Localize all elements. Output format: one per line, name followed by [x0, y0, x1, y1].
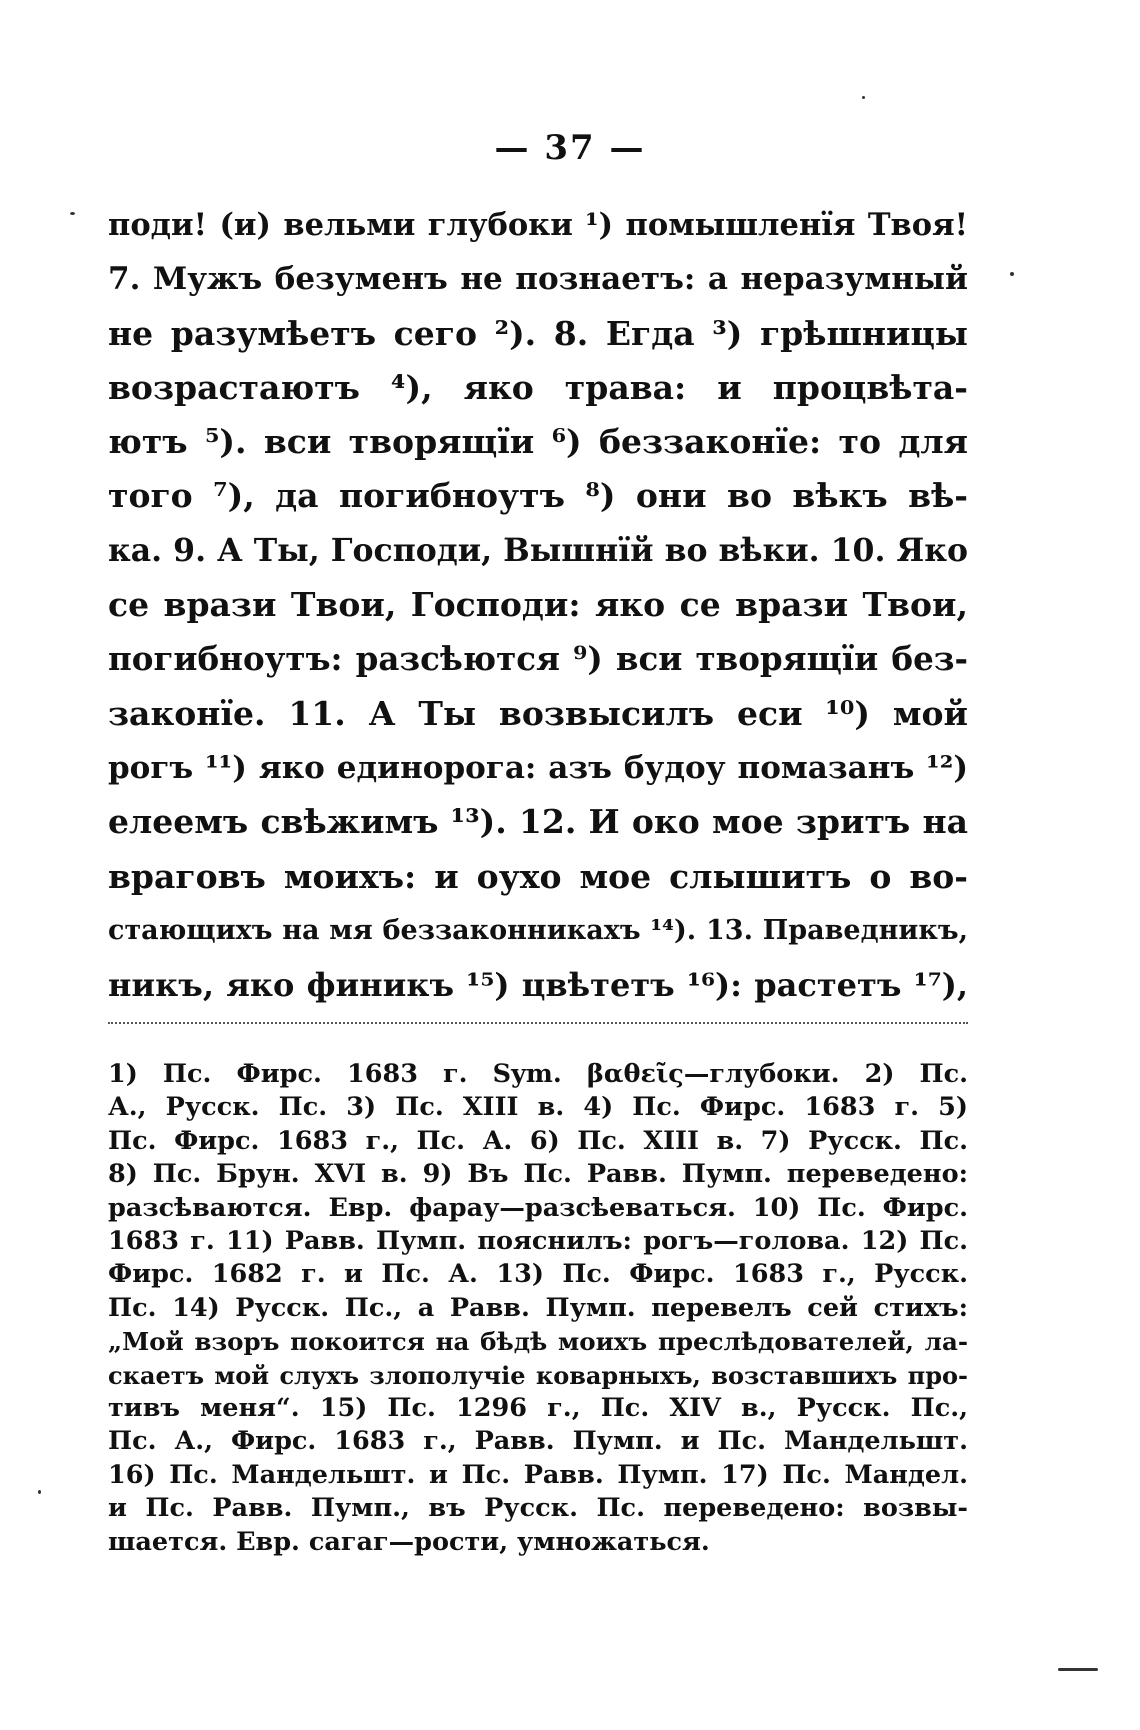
text-line: законїе. 11. А Ты возвысилъ еси ¹⁰) мой: [108, 693, 968, 733]
footnote-line: шается. Евр. сагаг—рости, умножаться.: [108, 1526, 710, 1557]
text-line: се врази Твои, Господи: яко се врази Твои,: [108, 585, 968, 625]
text-line: враговъ моихъ: и оухо мое слышитъ о во-: [108, 856, 968, 896]
text-line: стающихъ на мя беззаконникахъ ¹⁴). 13. Праведникъ,: [108, 914, 968, 946]
text-line: елеемъ свѣжимъ ¹³). 12. И око мое зритъ на: [108, 802, 968, 842]
footnote-line: и Пс. Равв. Пумп., въ Русск. Пс. переведено: возвы-: [108, 1493, 968, 1524]
text-line: поди! (и) вельми глубоки ¹) помышленїя Твоя!: [108, 207, 968, 243]
text-line: погибноутъ: разсѣются ⁹) вси творящїи без-: [108, 639, 968, 679]
footnote-line: Пс. А., Фирс. 1683 г., Равв. Пумп. и Пс. Мандельшт.: [108, 1426, 968, 1457]
footnote-line: разсѣваются. Евр. фарау—разсѣеваться. 10) Пс. Фирс.: [108, 1192, 968, 1223]
text-line: не разумѣетъ сего ²). 8. Егда ³) грѣшницы: [108, 313, 968, 353]
footnote-separator: [108, 1022, 968, 1024]
text-line: ютъ ⁵). вси творящїи ⁶) беззаконїе: то для: [108, 422, 968, 462]
psalm-text: [108, 198, 968, 1012]
footnote-line: „Мой взоръ покоится на бѣдѣ моихъ преслѣдователей, ла-: [108, 1327, 968, 1357]
text-line: того ⁷), да погибноутъ ⁸) они во вѣкъ вѣ-: [108, 476, 968, 516]
scan-speck: [1010, 272, 1014, 276]
footnote-line: 8) Пс. Брун. XVI в. 9) Въ Пс. Равв. Пумп. переведено:: [108, 1159, 968, 1190]
footnote-line: Пс. 14) Русск. Пс., а Равв. Пумп. перевелъ сей стихъ:: [108, 1292, 968, 1323]
text-line: возрастаютъ ⁴), яко трава: и процвѣта-: [108, 367, 968, 407]
footnote-line: 1683 г. 11) Равв. Пумп. пояснилъ: рогъ—голова. 12) Пс.: [108, 1226, 968, 1257]
footnote-line: 16) Пс. Мандельшт. и Пс. Равв. Пумп. 17) Пс. Мандел.: [108, 1459, 968, 1490]
scan-speck: [70, 212, 75, 215]
footnote-line: 1) Пс. Фирс. 1683 г. Sym. βαθεῖς—глубоки. 2) Пс.: [108, 1059, 968, 1089]
scan-speck: [862, 96, 865, 99]
scan-speck: [1058, 1668, 1098, 1671]
footnote-line: Пс. Фирс. 1683 г., Пс. А. 6) Пс. XIII в. 7) Русск. Пс.: [108, 1125, 968, 1156]
footnote-line: тивъ меня“. 15) Пс. 1296 г., Пс. XIV в., Русск. Пс.,: [108, 1393, 968, 1424]
page-number: — 37 —: [494, 128, 646, 168]
footnote-line: скаетъ мой слухъ злополучіе коварныхъ, возставшихъ про-: [108, 1360, 968, 1390]
scan-speck: [38, 1490, 41, 1494]
text-line: рогъ ¹¹) яко единорога: азъ будоу помазанъ ¹²): [108, 749, 968, 786]
footnote-line: Фирс. 1682 г. и Пс. А. 13) Пс. Фирс. 1683 г., Русск.: [108, 1259, 968, 1290]
text-line: никъ, яко финикъ ¹⁵) цвѣтетъ ¹⁶): растетъ ¹⁷),: [108, 966, 968, 1005]
text-line: 7. Мужъ безуменъ не познаетъ: а неразумный: [108, 261, 968, 298]
footnote-line: А., Русск. Пс. 3) Пс. XIII в. 4) Пс. Фирс. 1683 г. 5): [108, 1092, 968, 1123]
footnotes: [108, 1058, 968, 1559]
text-line: ка. 9. А Ты, Господи, Вышнїй во вѣки. 10. Яко: [108, 531, 968, 569]
